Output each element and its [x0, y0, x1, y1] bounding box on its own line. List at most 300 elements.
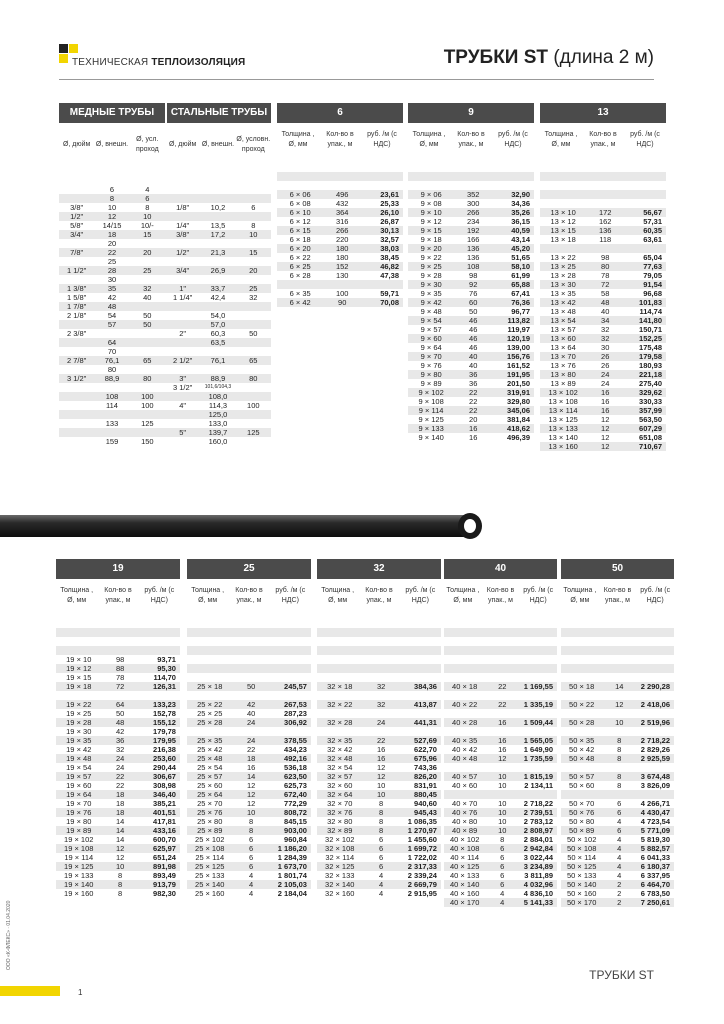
col-header: Толщина , Ø, мм: [563, 587, 597, 604]
pipe-row: [59, 212, 271, 221]
table-title: 19: [56, 559, 180, 579]
qty-cell: 266: [466, 208, 480, 217]
table-row: [187, 673, 311, 682]
price-cell: 179,95: [153, 736, 176, 745]
pipe-cell: [59, 185, 94, 194]
size-cell: 25 × 89: [197, 826, 223, 835]
size-cell: 19 × 35: [66, 736, 92, 745]
table-row: [444, 826, 557, 835]
qty-cell: 8: [379, 808, 384, 817]
pipe-cell: [130, 383, 165, 392]
price-cell: 2 925,59: [640, 754, 670, 763]
size-cell: 32 × 108: [325, 844, 355, 853]
size-cell: 9 × 42: [420, 298, 442, 307]
size-cell: [540, 172, 586, 181]
pipe-row: [59, 221, 271, 230]
size-cell: 40 × 108: [449, 844, 480, 853]
pipe-cell: 50: [249, 329, 258, 338]
size-cell: 19 × 80: [66, 817, 92, 826]
size-cell: [187, 727, 233, 736]
table-row: [317, 727, 441, 736]
qty-cell: [233, 673, 270, 682]
price-cell: 1 086,35: [407, 817, 437, 826]
qty-cell: 24: [246, 736, 256, 745]
column-headers: [187, 579, 311, 613]
pipe-cell: [59, 401, 94, 410]
qty-cell: [485, 628, 519, 637]
table-50: [561, 559, 674, 907]
table-row: [56, 790, 180, 799]
qty-cell: 16: [469, 424, 478, 433]
pipe-cell: [165, 239, 200, 248]
qty-cell: 4: [617, 844, 622, 853]
qty-cell: 16: [601, 406, 610, 415]
table-row: [444, 718, 557, 727]
table-row: [187, 835, 311, 844]
table-row: [317, 664, 441, 673]
pipe-cell: 3/4": [70, 230, 84, 239]
size-cell: 6 × 18: [289, 235, 311, 244]
qty-cell: 300: [466, 199, 480, 208]
price-cell: 152,78: [153, 709, 176, 718]
size-cell: [561, 763, 602, 772]
qty-cell: 10: [115, 862, 125, 871]
price-cell: 179,58: [639, 352, 662, 361]
qty-cell: [102, 646, 139, 655]
size-cell: 6 × 12: [289, 217, 311, 226]
price-cell: [492, 172, 534, 181]
pipe-cell: 4: [145, 185, 150, 194]
price-cell: 743,36: [414, 763, 437, 772]
qty-cell: 12: [601, 442, 610, 451]
pipe-cell: [59, 338, 94, 347]
price-cell: 3 826,09: [640, 781, 670, 790]
qty-cell: [102, 628, 139, 637]
size-cell: 19 × 60: [66, 781, 92, 790]
qty-cell: 34: [601, 316, 610, 325]
pipe-cell: [59, 347, 94, 356]
size-cell: [444, 691, 485, 700]
table-row: [444, 898, 557, 907]
table-row: [444, 835, 557, 844]
size-cell: [317, 637, 363, 646]
price-cell: 378,55: [284, 736, 307, 745]
qty-cell: 16: [601, 388, 610, 397]
size-cell: 25 × 80: [197, 817, 223, 826]
qty-cell: [602, 709, 636, 718]
price-cell: 345,06: [507, 406, 530, 415]
pipe-cell: [94, 383, 129, 392]
size-cell: 32 × 22: [327, 700, 353, 709]
pipe-cell: 6: [251, 203, 256, 212]
size-cell: [444, 790, 485, 799]
price-cell: 36,15: [511, 217, 530, 226]
table-row: [444, 637, 557, 646]
size-cell: 6 × 25: [289, 262, 311, 271]
price-cell: 903,00: [284, 826, 307, 835]
table-row: [408, 379, 534, 388]
price-cell: 536,18: [284, 763, 307, 772]
pipe-cell: [59, 383, 94, 392]
price-cell: 2 739,51: [523, 808, 553, 817]
price-cell: [361, 172, 403, 181]
pipe-cell: [59, 392, 94, 401]
pipe-row: [59, 365, 271, 374]
qty-cell: 10: [498, 772, 507, 781]
price-cell: [400, 673, 441, 682]
pipe-cell: 100: [247, 401, 260, 410]
col-header: Кол-во в упак., м: [486, 587, 515, 604]
pipe-cell: 2 1/2": [172, 356, 193, 365]
pipe-cell: [59, 239, 94, 248]
price-cell: 26,87: [380, 217, 399, 226]
qty-cell: 6: [617, 799, 622, 808]
price-cell: 1 815,19: [523, 772, 553, 781]
table-row: [444, 682, 557, 691]
pipe-cell: [59, 419, 94, 428]
table-row: [444, 853, 557, 862]
price-cell: 114,70: [153, 673, 176, 682]
column-headers: [56, 579, 180, 613]
size-cell: 13 × 12: [550, 217, 576, 226]
size-cell: 9 × 64: [420, 343, 442, 352]
size-cell: [317, 691, 363, 700]
pipe-cell: [59, 365, 94, 374]
qty-cell: 6: [379, 853, 384, 862]
pipe-cell: 15: [143, 230, 152, 239]
pipe-cell: [165, 392, 200, 401]
price-cell: [519, 655, 557, 664]
pipe-cell: 76,1: [210, 356, 226, 365]
pipe-cell: 125: [247, 428, 260, 437]
table-row: [444, 664, 557, 673]
qty-cell: 10: [498, 808, 507, 817]
price-cell: 4 723,54: [640, 817, 670, 826]
qty-cell: 32: [115, 745, 125, 754]
size-cell: 13 × 15: [550, 226, 576, 235]
qty-cell: 40: [246, 709, 256, 718]
table-row: [540, 199, 666, 208]
table-row: [408, 298, 534, 307]
size-cell: 13 × 114: [548, 406, 578, 415]
size-cell: [317, 673, 363, 682]
table-row: [277, 298, 403, 307]
page-number: 1: [78, 988, 83, 997]
pipe-cell: 70: [107, 347, 117, 356]
size-cell: 32 × 48: [327, 754, 353, 763]
pipe-cell: [130, 410, 165, 419]
size-cell: 13 × 89: [550, 379, 576, 388]
price-cell: 35,26: [511, 208, 530, 217]
steel-pipes-header: СТАЛЬНЫЕ ТРУБЫ: [165, 103, 271, 123]
qty-cell: 12: [376, 763, 386, 772]
qty-cell: 80: [601, 262, 610, 271]
qty-cell: 12: [115, 844, 125, 853]
size-cell: 32 × 89: [327, 826, 353, 835]
size-cell: 40 × 125: [449, 862, 480, 871]
pipe-cell: [200, 302, 235, 311]
qty-cell: 14: [615, 682, 624, 691]
size-cell: 19 × 12: [66, 664, 92, 673]
size-cell: 40 × 80: [452, 817, 478, 826]
col-header: Ø, дюйм: [62, 141, 91, 148]
table-row: [277, 181, 403, 190]
table-row: [277, 235, 403, 244]
qty-cell: 4: [379, 880, 384, 889]
size-cell: [56, 691, 102, 700]
pipe-cell: [59, 437, 94, 446]
qty-cell: 8: [379, 799, 384, 808]
size-cell: [444, 727, 485, 736]
qty-cell: 12: [601, 433, 610, 442]
price-cell: 3 811,89: [524, 871, 553, 880]
qty-cell: 10: [498, 826, 507, 835]
table-row: [540, 415, 666, 424]
table-row: [187, 790, 311, 799]
price-cell: [361, 163, 403, 172]
qty-cell: [233, 619, 270, 628]
pipe-cell: [130, 302, 165, 311]
size-cell: 9 × 133: [418, 424, 444, 433]
table-row: [540, 433, 666, 442]
column-headers: [540, 123, 666, 157]
table-row: [187, 763, 311, 772]
size-cell: 9 × 70: [420, 352, 442, 361]
size-cell: 40 × 70: [452, 799, 478, 808]
table-row: [540, 424, 666, 433]
table-row: [277, 199, 403, 208]
table-row: [187, 736, 311, 745]
qty-cell: [602, 646, 636, 655]
qty-cell: [485, 727, 519, 736]
table-row: [540, 343, 666, 352]
qty-cell: 8: [249, 826, 254, 835]
qty-cell: 10: [376, 790, 386, 799]
price-cell: 6 337,95: [640, 871, 670, 880]
size-cell: 9 × 48: [420, 307, 442, 316]
table-row: [317, 817, 441, 826]
table-row: [187, 718, 311, 727]
table-row: [56, 844, 180, 853]
size-cell: 25 × 57: [197, 772, 223, 781]
qty-cell: 18: [246, 754, 256, 763]
pipe-cell: 13,5: [210, 221, 226, 230]
pipe-cell: [236, 275, 271, 284]
size-cell: 50 × 140: [566, 880, 597, 889]
qty-cell: 432: [335, 199, 349, 208]
qty-cell: [485, 673, 519, 682]
price-cell: 216,38: [153, 745, 176, 754]
size-cell: 25 × 140: [195, 880, 225, 889]
price-cell: [492, 181, 534, 190]
price-cell: 1 335,19: [523, 700, 553, 709]
qty-cell: 16: [469, 433, 478, 442]
col-header: Толщина , Ø, мм: [321, 587, 355, 604]
pipe-cell: 114,3: [208, 401, 228, 410]
pipe-cell: 114: [106, 401, 118, 410]
pipe-cell: [200, 275, 235, 284]
table-row: [317, 763, 441, 772]
price-cell: 651,08: [639, 433, 662, 442]
size-cell: 13 × 28: [550, 271, 576, 280]
qty-cell: [233, 727, 270, 736]
size-cell: [317, 655, 363, 664]
table-row: [56, 862, 180, 871]
size-cell: 50 × 89: [569, 826, 595, 835]
price-cell: [270, 619, 311, 628]
pipe-cell: 15: [249, 248, 258, 257]
qty-cell: 16: [498, 736, 507, 745]
price-cell: 40,59: [511, 226, 530, 235]
price-cell: 191,95: [507, 370, 530, 379]
table-row: [317, 673, 441, 682]
price-cell: 150,71: [639, 325, 662, 334]
price-cell: 76,36: [511, 298, 530, 307]
price-cell: 2 519,96: [640, 718, 670, 727]
table-row: [561, 898, 674, 907]
size-cell: [444, 763, 485, 772]
price-cell: 880,45: [414, 790, 437, 799]
qty-cell: 24: [246, 718, 256, 727]
qty-cell: 12: [601, 424, 610, 433]
qty-cell: [363, 691, 400, 700]
size-cell: 50 × 80: [569, 817, 595, 826]
qty-cell: [233, 664, 270, 673]
price-cell: 91,54: [643, 280, 662, 289]
pipe-cell: 40: [143, 293, 152, 302]
table-row: [561, 745, 674, 754]
pipe-cell: [94, 410, 129, 419]
table-row: [187, 853, 311, 862]
footer-accent-bar: [0, 986, 60, 996]
pipe-cell: 7/8": [70, 248, 84, 257]
size-cell: 25 × 76: [197, 808, 223, 817]
price-cell: [139, 691, 180, 700]
qty-cell: [602, 691, 636, 700]
col-header: руб. /м (с НДС): [275, 587, 306, 604]
size-cell: [317, 628, 363, 637]
price-cell: [624, 172, 666, 181]
size-cell: 40 × 18: [452, 682, 478, 691]
qty-cell: 10: [376, 781, 386, 790]
pipe-cell: [59, 428, 94, 437]
col-header: руб. /м (с НДС): [523, 587, 554, 604]
table-row: [187, 871, 311, 880]
table-row: [444, 745, 557, 754]
pipe-cell: 20: [249, 266, 258, 275]
qty-cell: 30: [601, 343, 610, 352]
price-cell: [400, 691, 441, 700]
price-cell: [636, 727, 674, 736]
qty-cell: 118: [599, 235, 612, 244]
pipe-cell: [200, 347, 235, 356]
qty-cell: 8: [249, 817, 254, 826]
size-cell: 40 × 57: [452, 772, 478, 781]
qty-cell: 12: [601, 415, 610, 424]
size-cell: 40 × 102: [449, 835, 480, 844]
pipe-cell: [236, 239, 271, 248]
pipe-cell: 10,2: [210, 203, 226, 212]
size-cell: 32 × 114: [325, 853, 355, 862]
table-row: [444, 763, 557, 772]
size-cell: [561, 673, 602, 682]
qty-cell: 46: [469, 325, 478, 334]
size-cell: 40 × 114: [450, 853, 480, 862]
pipe-cell: [165, 257, 200, 266]
price-cell: 32,57: [380, 235, 399, 244]
table-row: [187, 862, 311, 871]
table-row: [444, 673, 557, 682]
size-cell: [317, 619, 363, 628]
size-cell: [277, 172, 323, 181]
pipe-row: [59, 347, 271, 356]
table-title: 50: [561, 559, 674, 579]
pipe-row: [59, 203, 271, 212]
pipe-row: [59, 185, 271, 194]
table-row: [540, 235, 666, 244]
price-cell: 1 565,05: [523, 736, 553, 745]
pipe-cell: 57,0: [210, 320, 226, 329]
table-row: [277, 262, 403, 271]
table-row: [561, 646, 674, 655]
table-row: [444, 700, 557, 709]
price-cell: 385,21: [153, 799, 176, 808]
qty-cell: 98: [469, 271, 478, 280]
table-row: [408, 289, 534, 298]
pipe-cell: [59, 257, 94, 266]
table-row: [56, 871, 180, 880]
qty-cell: [602, 619, 636, 628]
price-cell: 675,96: [414, 754, 437, 763]
col-header: Толщина , Ø, мм: [191, 587, 225, 604]
size-cell: 9 × 30: [420, 280, 442, 289]
price-cell: [636, 763, 674, 772]
price-cell: 4 266,71: [640, 799, 670, 808]
pipe-cell: [130, 239, 165, 248]
table-row: [187, 655, 311, 664]
price-cell: 47,38: [380, 271, 399, 280]
qty-cell: 20: [469, 415, 478, 424]
price-cell: 25,33: [380, 199, 399, 208]
table-row: [408, 424, 534, 433]
price-cell: 710,67: [639, 442, 662, 451]
table-row: [444, 781, 557, 790]
qty-cell: 10: [246, 808, 256, 817]
price-cell: [636, 646, 674, 655]
size-cell: 32 × 70: [327, 799, 353, 808]
table-row: [540, 298, 666, 307]
size-cell: 40 × 160: [449, 889, 480, 898]
table-row: [317, 835, 441, 844]
qty-cell: [233, 637, 270, 646]
col-header: Толщина , Ø, мм: [544, 131, 578, 148]
pipe-row: [59, 437, 271, 446]
size-cell: [187, 664, 233, 673]
table-row: [561, 718, 674, 727]
pipe-row: [59, 257, 271, 266]
size-cell: [408, 181, 454, 190]
column-headers: [561, 579, 674, 613]
size-cell: [317, 646, 363, 655]
size-cell: [561, 628, 602, 637]
table-row: [187, 844, 311, 853]
table-row: [317, 754, 441, 763]
table-row: [56, 736, 180, 745]
size-cell: 25 × 42: [197, 745, 223, 754]
pipe-cell: [130, 428, 165, 437]
table-row: [317, 691, 441, 700]
qty-cell: 36: [115, 736, 125, 745]
